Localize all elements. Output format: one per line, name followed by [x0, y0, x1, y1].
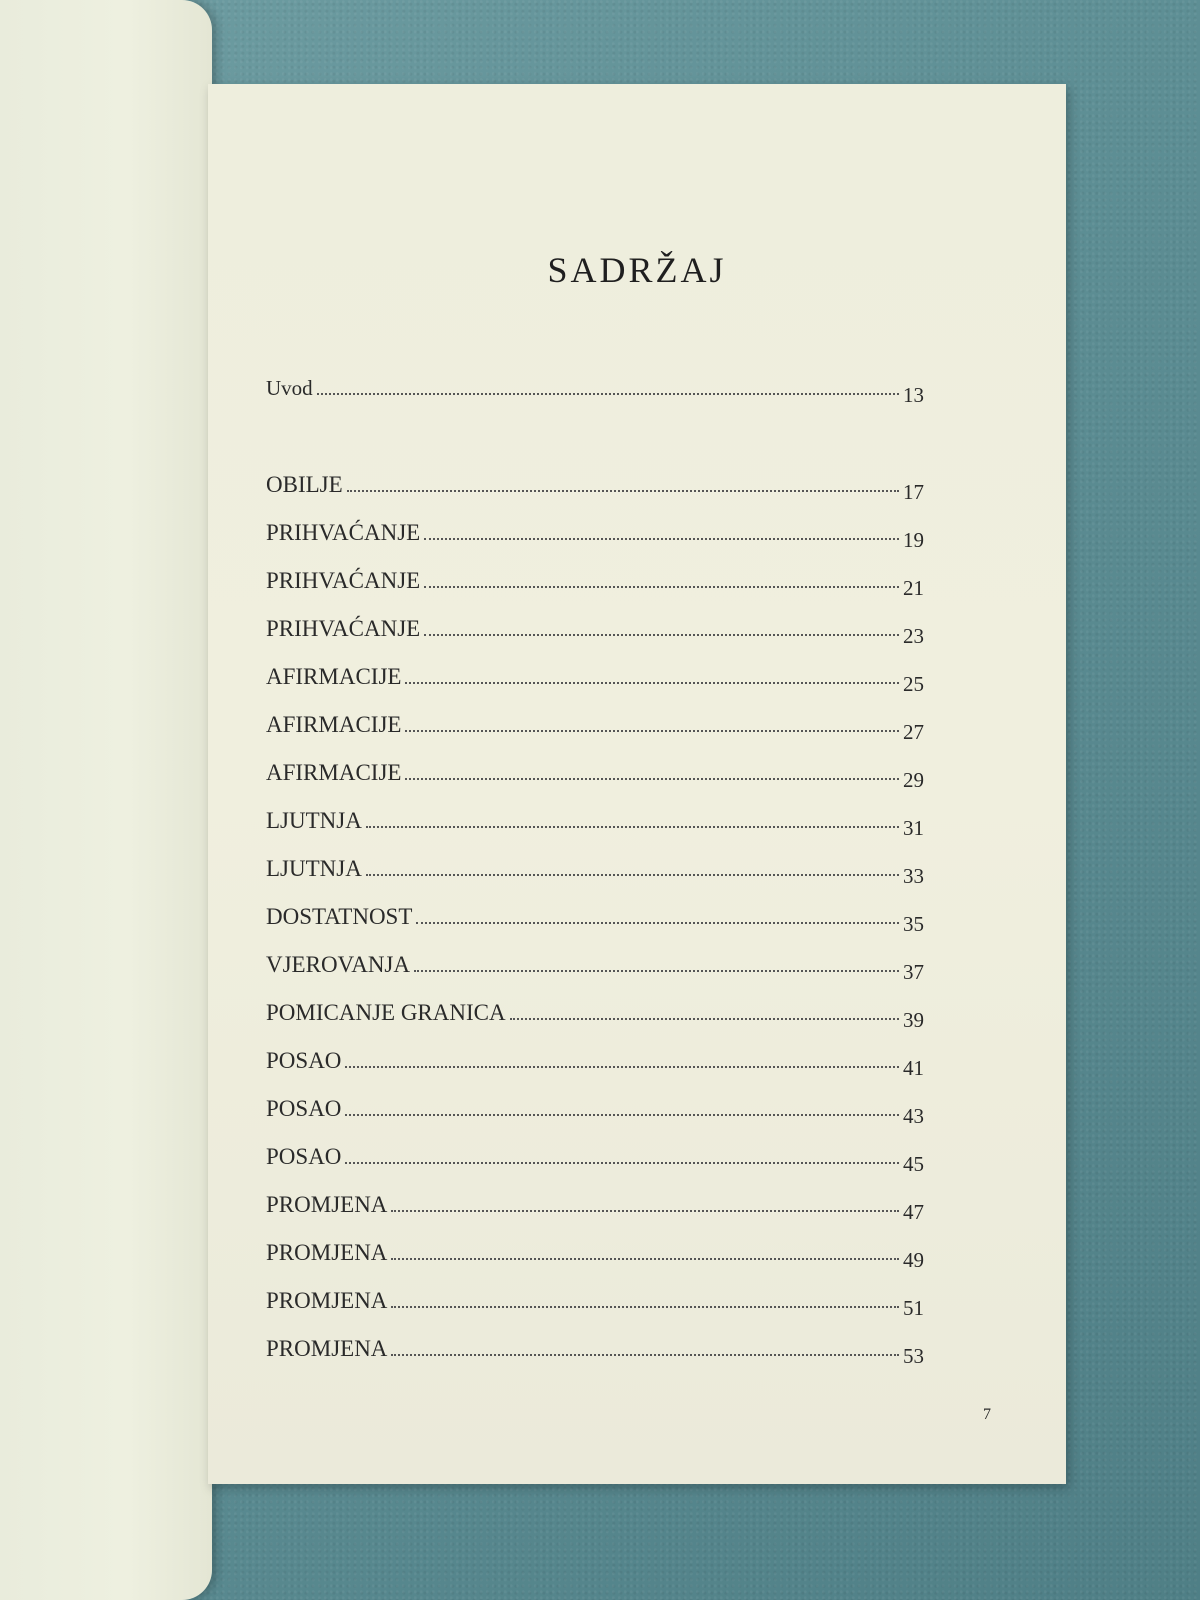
toc-page-number: 13: [903, 383, 924, 407]
dot-leader: [405, 730, 899, 732]
toc-label: AFIRMACIJE: [266, 712, 402, 737]
toc-entry: [266, 1288, 924, 1336]
toc-page-number: 23: [903, 624, 924, 648]
toc-page-number: 35: [903, 912, 924, 936]
toc-label: AFIRMACIJE: [266, 664, 402, 689]
toc-label: DOSTATNOST: [266, 904, 413, 929]
toc-label: Uvod: [266, 376, 313, 400]
toc-entry: [266, 472, 924, 520]
toc-entry: [266, 664, 924, 712]
toc-label: PRIHVAĆANJE: [266, 616, 421, 641]
dot-leader: [424, 634, 899, 636]
toc-label: PRIHVAĆANJE: [266, 568, 421, 593]
dot-leader: [510, 1018, 899, 1020]
toc-page-number: 17: [903, 480, 924, 504]
dot-leader: [416, 922, 899, 924]
book-page: [208, 84, 1066, 1484]
toc-label: POSAO: [266, 1144, 342, 1169]
page-title: SADRŽAJ: [547, 250, 727, 290]
dot-leader: [414, 970, 899, 972]
toc-page-number: 47: [903, 1200, 924, 1224]
toc-label: PROMJENA: [266, 1192, 388, 1217]
toc-page-number: 37: [903, 960, 924, 984]
toc-entry: [266, 1048, 924, 1096]
toc-page-number: 51: [903, 1296, 924, 1320]
toc-list: [266, 472, 924, 1384]
toc-label: PRIHVAĆANJE: [266, 520, 421, 545]
toc-label: OBILJE: [266, 472, 343, 497]
toc-page-number: 33: [903, 864, 924, 888]
toc-intro: [266, 376, 924, 424]
toc-label: LJUTNJA: [266, 808, 362, 833]
toc-page-number: 19: [903, 528, 924, 552]
dot-leader: [391, 1258, 899, 1260]
left-page-edge: [0, 0, 212, 1600]
toc-entry: [266, 904, 924, 952]
dot-leader: [424, 538, 899, 540]
toc-page-number: 27: [903, 720, 924, 744]
toc-label: AFIRMACIJE: [266, 760, 402, 785]
toc-page-number: 31: [903, 816, 924, 840]
toc-label: LJUTNJA: [266, 856, 362, 881]
dot-leader: [405, 682, 899, 684]
toc-entry: [266, 760, 924, 808]
dot-leader: [345, 1162, 899, 1164]
toc-label: POSAO: [266, 1096, 342, 1121]
toc-page-number: 49: [903, 1248, 924, 1272]
dot-leader: [347, 490, 899, 492]
toc-label: POSAO: [266, 1048, 342, 1073]
toc-entry: [266, 616, 924, 664]
dot-leader: [391, 1306, 899, 1308]
toc-entry: [266, 520, 924, 568]
toc-page-number: 43: [903, 1104, 924, 1128]
toc-entry-intro: [266, 376, 924, 424]
toc-label: VJEROVANJA: [266, 952, 410, 977]
dot-leader: [424, 586, 899, 588]
toc-page-number: 25: [903, 672, 924, 696]
toc-entry: [266, 1000, 924, 1048]
page-number: 7: [983, 1406, 991, 1423]
toc-label: PROMJENA: [266, 1336, 388, 1361]
toc-entry: [266, 1096, 924, 1144]
toc-entry: [266, 1336, 924, 1384]
toc-page-number: 53: [903, 1344, 924, 1368]
toc-entry: [266, 808, 924, 856]
toc-page-number: 29: [903, 768, 924, 792]
toc-entry: [266, 568, 924, 616]
toc-entry: [266, 1240, 924, 1288]
dot-leader: [366, 826, 899, 828]
toc-label: PROMJENA: [266, 1288, 388, 1313]
dot-leader: [391, 1354, 899, 1356]
toc-label: PROMJENA: [266, 1240, 388, 1265]
dot-leader: [405, 778, 899, 780]
toc-label: POMICANJE GRANICA: [266, 1000, 506, 1025]
toc-entry: [266, 856, 924, 904]
toc-page-number: 21: [903, 576, 924, 600]
dot-leader: [366, 874, 899, 876]
toc-page-number: 39: [903, 1008, 924, 1032]
toc-entry: [266, 952, 924, 1000]
dot-leader: [345, 1114, 899, 1116]
toc-page-number: 45: [903, 1152, 924, 1176]
toc-entry: [266, 712, 924, 760]
toc-entry: [266, 1144, 924, 1192]
dot-leader: [345, 1066, 899, 1068]
dot-leader: [317, 393, 899, 395]
toc-entry: [266, 1192, 924, 1240]
dot-leader: [391, 1210, 899, 1212]
toc-page-number: 41: [903, 1056, 924, 1080]
